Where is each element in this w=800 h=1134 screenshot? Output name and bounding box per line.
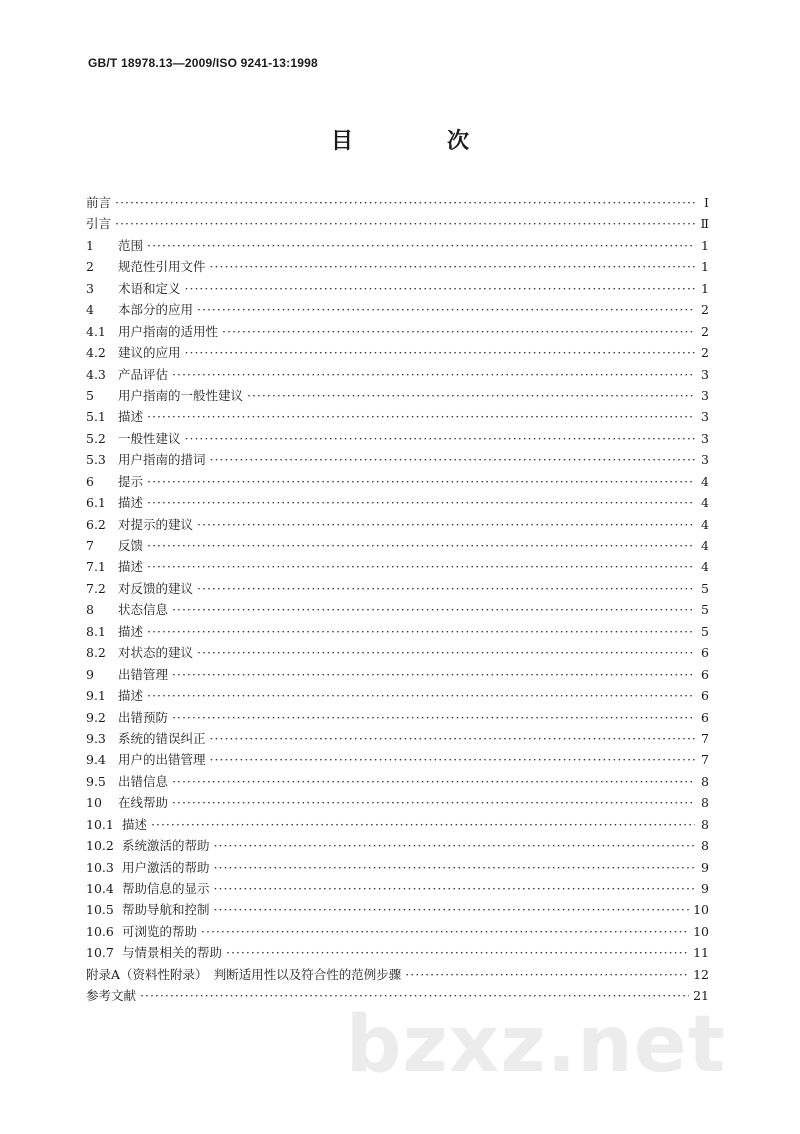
toc-entry-label: 本部分的应用 (118, 302, 194, 318)
toc-entry-number: 5.2 (86, 430, 106, 446)
toc-entry-number: 4 (86, 302, 94, 318)
toc-entry-number: 9.4 (86, 752, 106, 768)
toc-leader-dots (147, 621, 695, 642)
toc-entry-number: 10.2 (86, 838, 114, 854)
toc-entry-label: 与情景相关的帮助 (122, 945, 223, 961)
toc-entry-page: 1 (701, 237, 709, 253)
toc-leader-dots (172, 707, 695, 728)
toc-entry-label: 可浏览的帮助 (122, 923, 198, 939)
toc-entry[interactable] (86, 749, 709, 770)
toc-leader-dots (115, 213, 695, 234)
toc-entry[interactable] (86, 213, 709, 234)
toc-entry-label: 描述 (118, 623, 144, 639)
toc-entry[interactable] (86, 321, 709, 342)
toc-leader-dots (222, 321, 695, 342)
toc-entry-page: 8 (701, 838, 709, 854)
toc-entry-page: 2 (701, 323, 709, 339)
toc-leader-dots (247, 385, 695, 406)
toc-entry-number: 10.5 (86, 902, 114, 918)
toc-leader-dots (115, 192, 695, 213)
toc-entry-label: 描述 (118, 559, 144, 575)
toc-entry-page: 4 (701, 538, 709, 553)
toc-leader-dots (197, 642, 695, 663)
toc-leader-dots (172, 792, 695, 813)
toc-entry[interactable] (86, 685, 709, 706)
toc-entry-label: 用户指南的一般性建议 (118, 387, 244, 403)
toc-entry-number: 8 (86, 602, 94, 618)
page-title: 目 次 (330, 128, 505, 154)
toc-entry-page: 6 (701, 666, 709, 682)
toc-leader-dots (185, 278, 695, 299)
toc-leader-dots (172, 664, 695, 685)
toc-entry[interactable] (86, 878, 709, 899)
toc-entry-number: 10.1 (86, 816, 114, 832)
toc-entry[interactable] (86, 364, 709, 385)
toc-entry-page: 1 (701, 280, 709, 296)
toc-entry[interactable] (86, 449, 709, 470)
toc-entry-page: 4 (701, 473, 709, 489)
toc-leader-dots (172, 771, 695, 792)
toc-entry[interactable] (86, 342, 709, 363)
toc-entry-label: 描述 (122, 816, 148, 832)
toc-entry[interactable] (86, 899, 709, 920)
toc-leader-dots (201, 921, 689, 942)
toc-entry[interactable] (86, 707, 709, 728)
toc-entry-label: 范围 (118, 237, 144, 253)
toc-leader-dots (172, 599, 695, 620)
toc-leader-dots (147, 535, 695, 556)
watermark-text: bzxz.net (345, 1000, 726, 1090)
toc-entry-label: 参考文献 (86, 988, 137, 1004)
toc-entry-page: 3 (701, 452, 709, 468)
toc-entry-number: 9.2 (86, 709, 106, 725)
toc-entry[interactable] (86, 471, 709, 492)
table-of-contents (86, 192, 709, 1007)
toc-entry[interactable] (86, 578, 709, 599)
toc-entry[interactable] (86, 299, 709, 320)
toc-entry-page: 6 (701, 709, 709, 725)
toc-leader-dots (147, 492, 695, 513)
toc-entry-page: 4 (701, 495, 709, 511)
document-header: GB/T 18978.13—2009/ISO 9241-13:1998 (88, 56, 318, 70)
toc-entry[interactable] (86, 235, 709, 256)
toc-entry-page: 6 (701, 688, 709, 704)
toc-entry-label: 对状态的建议 (118, 645, 194, 661)
toc-entry-label: 出错管理 (118, 666, 169, 682)
toc-entry[interactable] (86, 728, 709, 749)
toc-leader-dots (226, 942, 689, 963)
toc-entry[interactable] (86, 835, 709, 856)
toc-entry-number: 6.1 (86, 495, 106, 511)
toc-entry-label: 对提示的建议 (118, 516, 194, 532)
toc-entry-page: Ⅰ (704, 195, 709, 210)
toc-entry-label: 在线帮助 (118, 795, 169, 811)
toc-leader-dots (197, 299, 695, 320)
toc-leader-dots (147, 406, 695, 427)
toc-entry-number: 10.4 (86, 881, 114, 896)
toc-entry-number: 6 (86, 473, 94, 489)
toc-entry-label: 用户的出错管理 (118, 752, 206, 768)
toc-entry-label: 状态信息 (118, 602, 169, 618)
toc-entry-number: 4.1 (86, 323, 106, 339)
toc-entry-page: 5 (701, 623, 709, 639)
toc-entry-label: 提示 (118, 473, 144, 489)
toc-entry-label: 附录A（资料性附录） 判断适用性以及符合性的范例步骤 (86, 966, 402, 982)
toc-entry[interactable] (86, 964, 709, 985)
toc-entry-number: 7 (86, 538, 94, 553)
toc-leader-dots (197, 578, 695, 599)
toc-entry-page: 5 (701, 580, 709, 596)
toc-entry-page: 9 (701, 881, 709, 896)
toc-leader-dots (147, 235, 695, 256)
toc-leader-dots (405, 964, 689, 985)
toc-entry-page: 8 (701, 795, 709, 811)
toc-entry-page: Ⅱ (700, 216, 709, 232)
toc-entry[interactable] (86, 857, 709, 878)
toc-leader-dots (197, 514, 695, 535)
toc-entry-label: 反馈 (118, 538, 144, 553)
toc-entry-number: 4.3 (86, 366, 106, 382)
toc-entry-label: 对反馈的建议 (118, 580, 194, 596)
toc-entry-label: 描述 (118, 409, 144, 425)
toc-entry-page: 11 (693, 945, 709, 961)
toc-entry-page: 1 (701, 259, 709, 275)
toc-entry-page: 3 (701, 409, 709, 425)
toc-entry-number: 5 (86, 387, 94, 403)
toc-entry[interactable] (86, 599, 709, 620)
toc-entry-label: 用户激活的帮助 (122, 859, 210, 875)
toc-entry-label: 引言 (86, 216, 112, 232)
toc-entry-number: 10.6 (86, 923, 114, 939)
toc-leader-dots (185, 342, 695, 363)
toc-entry[interactable] (86, 664, 709, 685)
toc-entry-number: 1 (86, 237, 94, 253)
toc-leader-dots (210, 256, 695, 277)
toc-entry-number: 2 (86, 259, 94, 275)
toc-entry-number: 10.3 (86, 859, 114, 875)
toc-leader-dots (147, 685, 695, 706)
toc-entry-number: 9.1 (86, 688, 106, 704)
toc-entry[interactable] (86, 921, 709, 942)
toc-entry-number: 8.1 (86, 623, 106, 639)
toc-entry-page: 12 (693, 966, 709, 982)
toc-entry[interactable] (86, 406, 709, 427)
toc-leader-dots (214, 857, 695, 878)
toc-entry-page: 6 (701, 645, 709, 661)
toc-entry-page: 3 (701, 366, 709, 382)
toc-leader-dots (185, 428, 695, 449)
toc-entry-page: 3 (701, 430, 709, 446)
toc-entry-number: 6.2 (86, 516, 106, 532)
toc-entry[interactable] (86, 556, 709, 577)
toc-entry-label: 系统激活的帮助 (122, 838, 210, 854)
toc-entry-number: 5.1 (86, 409, 106, 425)
toc-entry-number: 9.5 (86, 773, 106, 789)
toc-leader-dots (210, 728, 695, 749)
toc-leader-dots (214, 899, 690, 920)
toc-entry-number: 7.1 (86, 559, 106, 575)
toc-entry-page: 7 (701, 730, 709, 746)
toc-entry-page: 8 (701, 773, 709, 789)
toc-entry-label: 一般性建议 (118, 430, 181, 446)
toc-entry[interactable] (86, 535, 709, 556)
toc-entry-label: 出错信息 (118, 773, 169, 789)
toc-entry[interactable] (86, 771, 709, 792)
toc-entry-label: 用户指南的适用性 (118, 323, 219, 339)
toc-entry-label: 帮助导航和控制 (122, 902, 210, 918)
toc-entry-label: 建议的应用 (118, 345, 181, 361)
toc-leader-dots (214, 835, 695, 856)
toc-entry-page: 4 (701, 559, 709, 575)
toc-entry-label: 用户指南的措词 (118, 452, 206, 468)
toc-entry-label: 描述 (118, 495, 144, 511)
toc-leader-dots (214, 878, 695, 899)
toc-entry-label: 帮助信息的显示 (122, 881, 210, 896)
toc-entry[interactable] (86, 428, 709, 449)
toc-leader-dots (210, 749, 695, 770)
toc-leader-dots (147, 556, 695, 577)
toc-entry-page: 4 (701, 516, 709, 532)
toc-entry-number: 9 (86, 666, 94, 682)
toc-entry-page: 21 (693, 988, 709, 1004)
toc-entry-label: 产品评估 (118, 366, 169, 382)
toc-leader-dots (147, 471, 695, 492)
toc-entry-page: 9 (701, 859, 709, 875)
toc-entry-label: 规范性引用文件 (118, 259, 206, 275)
toc-entry[interactable] (86, 256, 709, 277)
toc-entry[interactable] (86, 492, 709, 513)
toc-entry-page: 3 (701, 387, 709, 403)
toc-entry-page: 2 (701, 302, 709, 318)
toc-entry-label: 描述 (118, 688, 144, 704)
toc-entry-page: 10 (693, 923, 709, 939)
toc-entry-page: 10 (693, 902, 709, 918)
toc-entry-page: 5 (701, 602, 709, 618)
toc-leader-dots (151, 814, 695, 835)
toc-entry-page: 8 (701, 816, 709, 832)
toc-entry[interactable] (86, 621, 709, 642)
toc-entry-number: 8.2 (86, 645, 106, 661)
toc-entry-number: 4.2 (86, 345, 106, 361)
toc-entry-number: 3 (86, 280, 94, 296)
toc-entry[interactable] (86, 278, 709, 299)
toc-entry-page: 2 (701, 345, 709, 361)
toc-entry[interactable] (86, 792, 709, 813)
toc-entry-number: 7.2 (86, 580, 106, 596)
toc-entry-page: 7 (701, 752, 709, 768)
toc-entry[interactable] (86, 642, 709, 663)
toc-entry[interactable] (86, 814, 709, 835)
toc-leader-dots (210, 449, 695, 470)
toc-entry[interactable] (86, 942, 709, 963)
toc-entry-number: 10 (86, 795, 102, 811)
toc-entry-number: 5.3 (86, 452, 106, 468)
toc-entry[interactable] (86, 514, 709, 535)
toc-entry-label: 系统的错误纠正 (118, 730, 206, 746)
toc-entry[interactable] (86, 192, 709, 213)
toc-entry-number: 10.7 (86, 945, 114, 961)
toc-entry-number: 9.3 (86, 730, 106, 746)
toc-entry-label: 出错预防 (118, 709, 169, 725)
toc-entry-label: 前言 (86, 195, 112, 210)
toc-entry-label: 术语和定义 (118, 280, 181, 296)
toc-leader-dots (172, 364, 695, 385)
toc-entry[interactable] (86, 385, 709, 406)
